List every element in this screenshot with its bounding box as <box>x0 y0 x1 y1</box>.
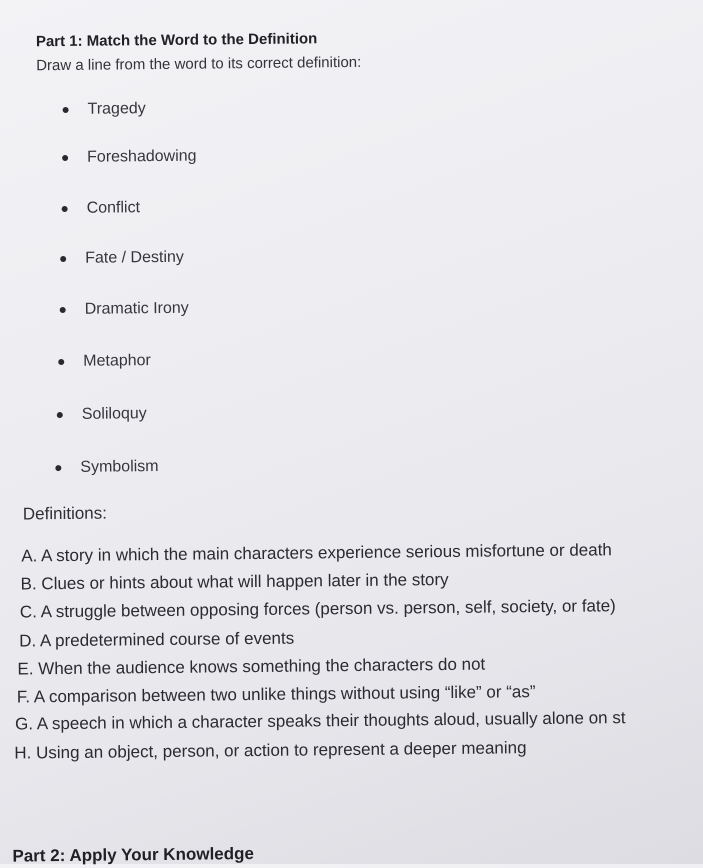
bullet-icon <box>62 206 68 212</box>
definition-item: A. A story in which the main characters experience serious misfortune or death <box>21 540 612 566</box>
definition-item: C. A struggle between opposing forces (person vs. person, self, society, or fate) <box>19 596 616 622</box>
term-label: Foreshadowing <box>87 147 197 166</box>
term-label: Metaphor <box>83 352 151 370</box>
bullet-icon <box>63 107 69 113</box>
term-list-item <box>58 352 151 371</box>
bullet-icon <box>60 256 66 262</box>
term-label: Conflict <box>86 199 141 217</box>
term-list-item <box>55 458 158 477</box>
part1-instructions: Draw a line from the word to its correct definition: <box>36 53 362 75</box>
definition-item: B. Clues or hints about what will happen later in the story <box>20 569 449 594</box>
part2-title: Part 2: Apply Your Knowledge <box>12 844 255 866</box>
part1-title: Part 1: Match the Word to the Definition <box>35 30 318 51</box>
term-label: Dramatic Irony <box>84 299 189 318</box>
term-list-item <box>60 300 189 319</box>
term-list-item <box>60 249 184 268</box>
definition-item: E. When the audience knows something the characters do not <box>17 654 486 679</box>
definition-item: H. Using an object, person, or action to represent a deeper meaning <box>14 738 527 763</box>
bullet-icon <box>57 412 63 418</box>
bullet-icon <box>60 307 66 313</box>
term-list-item <box>62 148 197 167</box>
definition-item: G. A speech in which a character speaks their thoughts aloud, usually alone on st <box>14 708 626 734</box>
term-list-item <box>57 405 147 424</box>
term-list-item <box>62 199 141 218</box>
bullet-icon <box>55 465 61 471</box>
bullet-icon <box>62 155 68 161</box>
term-label: Soliloquy <box>81 405 147 423</box>
term-list-item <box>63 100 146 119</box>
bullet-icon <box>58 359 64 365</box>
definition-item: F. A comparison between two unlike things without using “like” or “as” <box>16 682 536 707</box>
term-label: Fate / Destiny <box>85 248 184 267</box>
term-label: Tragedy <box>87 100 146 118</box>
definition-item: D. A predetermined course of events <box>19 628 295 651</box>
definitions-heading: Definitions: <box>22 503 108 524</box>
term-label: Symbolism <box>80 458 159 476</box>
